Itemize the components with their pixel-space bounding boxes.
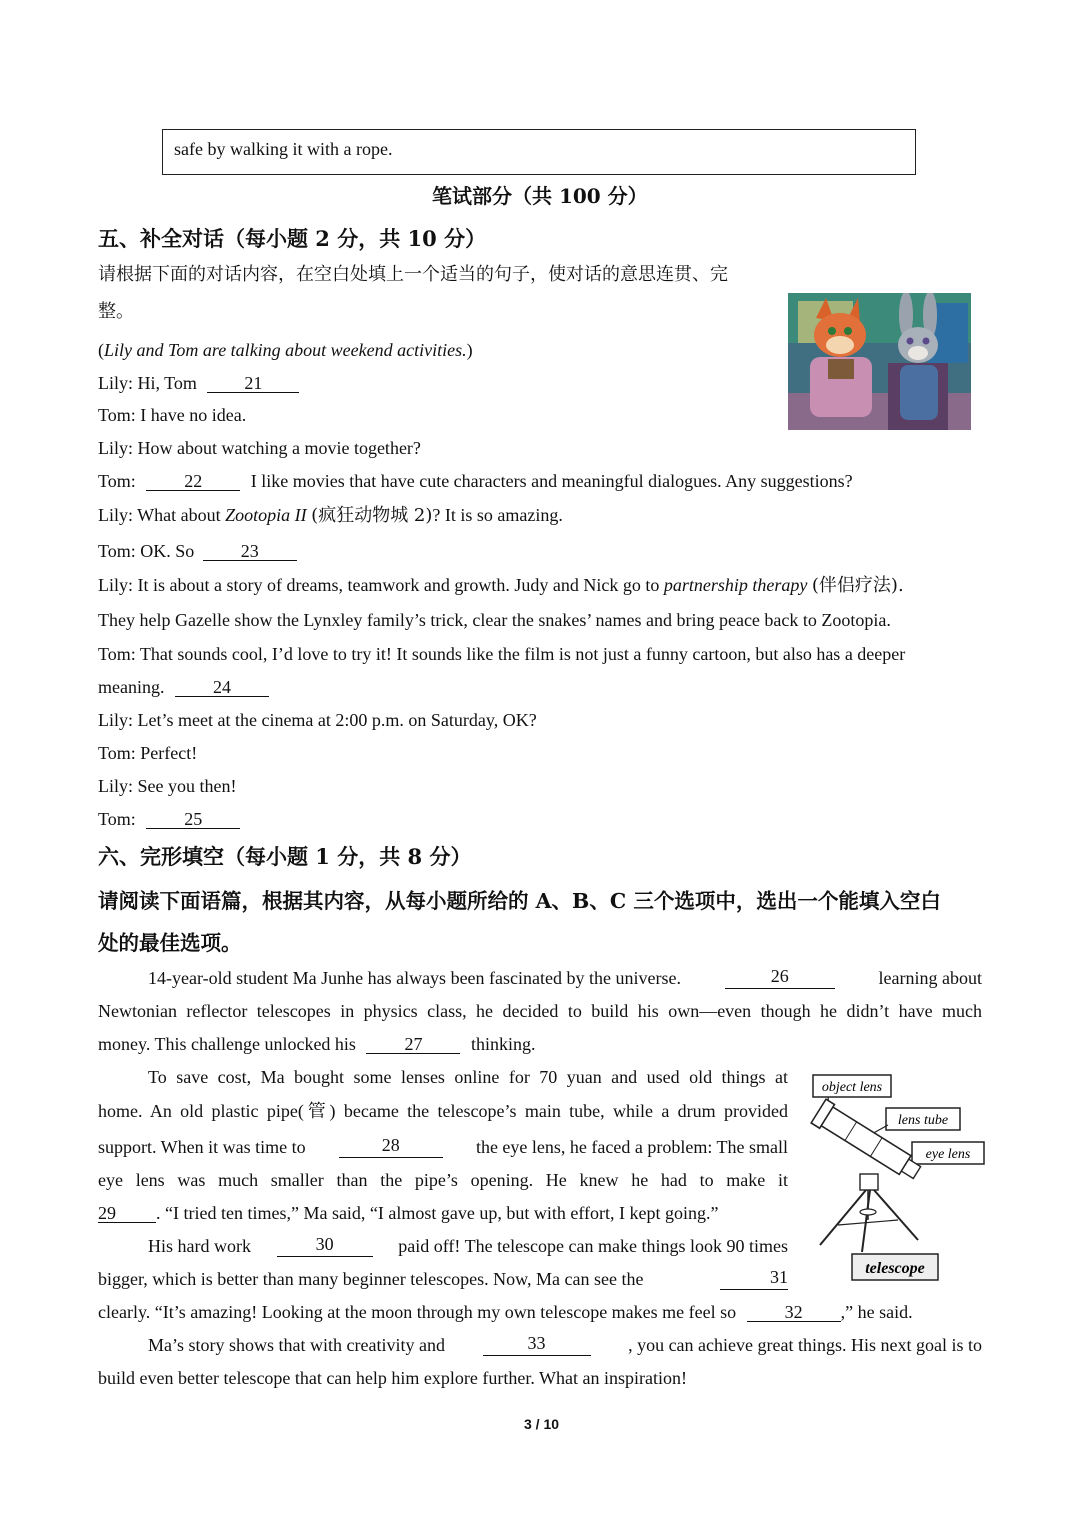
passage-text: thinking. [470,1034,536,1054]
passage-text: His hard work [148,1236,251,1256]
zootopia-image [788,293,971,430]
dialogue-line-12: Tom: Perfect! [98,743,198,763]
passage-text: clearly. “It’s amazing! Looking at the moon through my own telescope makes me feel so [98,1302,737,1322]
dialogue-line-4-text: I like movies that have cute characters and meaningful dialogues. Any suggestions? [250,471,853,491]
answer-blank-22[interactable]: 22 [146,472,240,491]
passage-line: To save cost, Ma bought some lenses online for 70 yuan and used old things at [148,1067,788,1087]
movie-title-cn: (疯狂动物城 2) [311,505,433,526]
passage-text: support. When it was time to [98,1137,306,1157]
passage-text: 14-year-old student Ma Junhe has always been fascinated by the universe. [148,968,681,988]
dialogue-context: (Lily and Tom are talking about weekend activities.) [98,340,473,360]
answer-blank-28[interactable]: 28 [339,1136,443,1158]
dialogue-line-10-text: meaning. [98,677,165,697]
therapy-term: partnership therapy [663,575,808,595]
passage-text: bigger, which is better than many beginner telescopes. Now, Ma can see the [98,1269,644,1289]
answer-blank-31[interactable]: 31 [720,1268,788,1290]
passage-line: home. An old plastic pipe(管) became the telescope’s main tube, while a drum provided [98,1101,788,1121]
answer-blank-27[interactable]: 27 [366,1035,460,1054]
context-text: Lily and Tom are talking about weekend activities. [104,340,467,360]
written-part-title: 笔试部分（共 100 分） [432,184,648,208]
dialogue-line-3: Lily: How about watching a movie together? [98,438,421,458]
dialogue-line-6 [98,540,297,562]
dialogue-line-7-pre: Lily: It is about a story of dreams, teamwork and growth. Judy and Nick go to [98,575,660,595]
section5-instruction: 请根据下面的对话内容，在空白处填上一个适当的句子，使对话的意思连贯、完 [98,264,728,285]
passage-line [98,1136,788,1158]
dialogue-line-4 [98,470,853,492]
passage-text: the eye lens, he faced a problem: The small [475,1137,788,1157]
answer-blank-24[interactable]: 24 [175,678,269,697]
passage-line [148,1235,788,1257]
answer-blank-23[interactable]: 23 [203,542,297,561]
passage-text: . “I tried ten times,” Ma said, “I almost gave up, but with effort, I kept going.” [156,1203,719,1223]
dialogue-line-13: Lily: See you then! [98,776,237,796]
passage-text: learning about [878,968,982,988]
dialogue-line-1-text: Lily: Hi, Tom [98,373,197,393]
passage-line [98,1033,535,1055]
passage-text: paid off! The telescope can make things look 90 times [398,1236,788,1256]
therapy-term-cn: (伴侣疗法). [811,575,904,596]
passage-line: Newtonian reflector telescopes in physics class, he decided to build his own—even though he didn’t have much [98,1001,982,1021]
section6-heading: 六、完形填空（每小题 1 分，共 8 分） [98,844,472,869]
eye-lens-label: eye lens [925,1147,971,1162]
dialogue-line-5-post: ? It is so amazing. [432,505,563,525]
dialogue-line-9: Tom: That sounds cool, I’d love to try it! It sounds like the film is not just a funny cartoon, but also has a deeper [98,644,906,664]
speaker-label: Tom: [98,809,136,829]
answer-blank-29[interactable]: 29 [98,1204,156,1223]
speaker-label: Tom: [98,471,136,491]
answer-blank-30[interactable]: 30 [277,1235,373,1257]
dialogue-line-6-text: Tom: OK. So [98,541,195,561]
section6-instruction: 请阅读下面语篇，根据其内容，从每小题所给的 A、B、C 三个选项中，选出一个能填入空白 [98,889,941,913]
passage-line: build even better telescope that can help him explore further. What an inspiration! [98,1368,687,1388]
section5-heading: 五、补全对话（每小题 2 分，共 10 分） [98,226,487,251]
passage-line [148,967,982,989]
answer-blank-32[interactable]: 32 [747,1303,841,1322]
passage-line [98,1202,719,1224]
passage-line [148,1334,982,1356]
dialogue-line-1 [98,372,299,394]
passage-text: ,” he said. [840,1302,913,1322]
telescope-figure [808,1070,988,1286]
passage-text: money. This challenge unlocked his [98,1034,356,1054]
passage-line [98,1301,913,1323]
passage-line [98,1268,788,1290]
answer-blank-25[interactable]: 25 [146,810,240,829]
answer-blank-21[interactable]: 21 [207,374,299,393]
dialogue-line-8: They help Gazelle show the Lynxley family’s trick, clear the snakes’ names and bring peace back to Zootopia. [98,610,891,630]
passage-line: eye lens was much smaller than the pipe’s opening. He knew he had to make it [98,1170,788,1190]
dialogue-line-14 [98,808,240,830]
passage-text: , you can achieve great things. His next goal is to [628,1335,982,1355]
continued-text-box [162,129,916,175]
section5-instruction-cont: 整。 [98,301,134,322]
dialogue-line-7 [98,574,904,597]
telescope-label: telescope [865,1260,925,1277]
section6-instruction-cont: 处的最佳选项。 [98,931,242,955]
page-number: 3 / 10 [524,1416,560,1432]
answer-blank-33[interactable]: 33 [483,1334,591,1356]
object-lens-label: object lens [821,1080,883,1095]
movie-title: Zootopia II [225,505,307,525]
dialogue-line-10 [98,676,269,698]
dialogue-line-5 [98,504,563,527]
lens-tube-label: lens tube [897,1113,949,1128]
continued-text: safe by walking it with a rope. [174,139,393,159]
dialogue-line-5-pre: Lily: What about [98,505,221,525]
answer-blank-26[interactable]: 26 [725,967,835,989]
dialogue-line-11: Lily: Let’s meet at the cinema at 2:00 p.m. on Saturday, OK? [98,710,537,730]
dialogue-line-2: Tom: I have no idea. [98,405,247,425]
passage-text: Ma’s story shows that with creativity and [148,1335,445,1355]
